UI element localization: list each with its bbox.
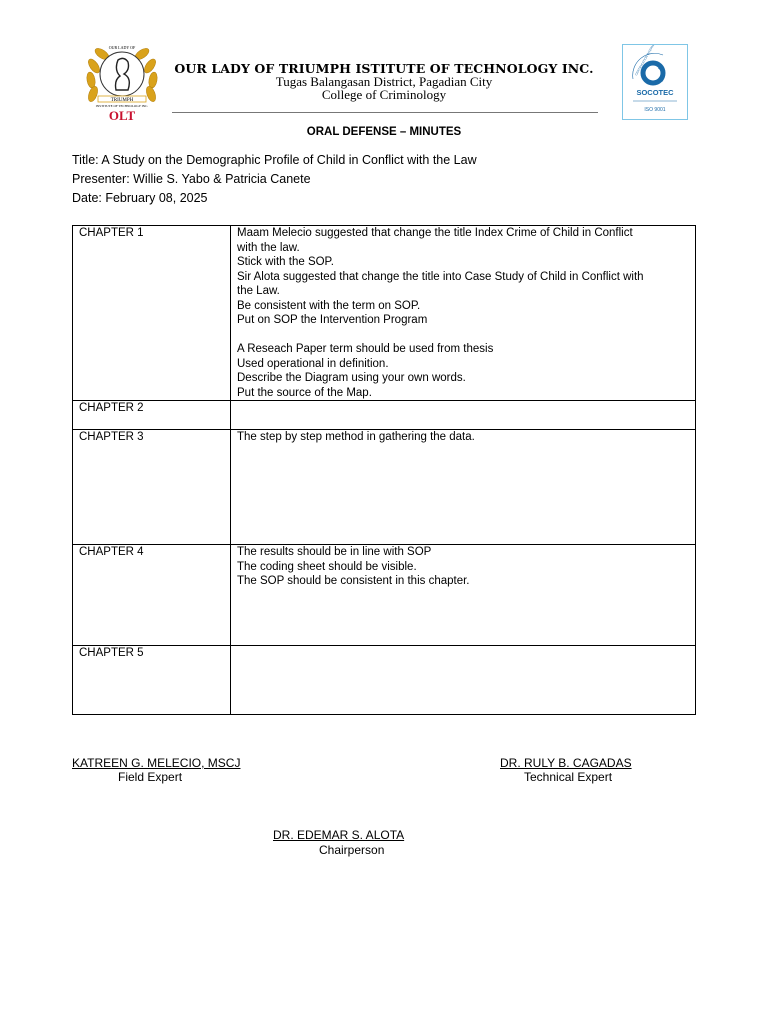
comment-line: The results should be in line with SOP — [237, 546, 432, 558]
study-title: Title: A Study on the Demographic Profile of Child in Conflict with the Law — [72, 153, 477, 167]
chapter-comments — [231, 545, 696, 646]
minutes-table — [72, 225, 696, 715]
technical-expert-name: DR. RULY B. CAGADAS — [500, 756, 632, 770]
institution-name: OUR LADY OF TRIUMPH ISTITUTE OF TECHNOLOGY INC. — [174, 61, 594, 76]
comment-line: Maam Melecio suggested that change the title Index Crime of Child in Conflict — [237, 227, 633, 239]
table-row — [73, 401, 696, 430]
socotec-arc-text: CERTIFICATION INTERNATIONAL — [634, 45, 662, 77]
table-row — [73, 226, 696, 401]
document-title: ORAL DEFENSE – MINUTES — [306, 126, 462, 138]
chapter-label: CHAPTER 1 — [73, 226, 231, 401]
socotec-logo — [622, 44, 688, 120]
table-row — [73, 646, 696, 715]
socotec-standard: ISO 9001 — [644, 107, 666, 113]
comment-line: A Reseach Paper term should be used from thesis — [237, 343, 494, 355]
comment-line: Used operational in definition. — [237, 357, 389, 370]
comment-spacer — [237, 328, 689, 343]
comment-line: The step by step method in gathering the data. — [237, 431, 475, 443]
institution-address: Tugas Balangasan District, Pagadian City — [275, 74, 493, 89]
college-name: College of Criminology — [321, 87, 447, 102]
chapter-label: CHAPTER 5 — [73, 646, 231, 715]
presenter: Presenter: Willie S. Yabo & Patricia Canete — [72, 172, 311, 186]
chairperson-name: DR. EDEMAR S. ALOTA — [273, 828, 405, 842]
chapter-label: CHAPTER 2 — [73, 401, 231, 430]
chairperson-role: Chairperson — [319, 843, 385, 857]
logo-left-ribbon-text: TRIUMPH — [110, 98, 134, 103]
chapter-label: CHAPTER 3 — [73, 430, 231, 545]
socotec-name: SOCOTEC — [636, 88, 674, 97]
table-row — [73, 430, 696, 545]
logo-left-top-text: OUR LADY OF — [108, 45, 136, 50]
comment-line: The coding sheet should be visible. — [237, 560, 417, 573]
comment-line: Describe the Diagram using your own words. — [237, 372, 466, 384]
header-divider — [172, 112, 598, 113]
comment-line: Put on SOP the Intervention Program — [237, 314, 428, 326]
comment-line: with the law. — [237, 241, 300, 254]
field-expert-name: KATREEN G. MELECIO, MSCJ — [72, 756, 241, 770]
table-row — [73, 545, 696, 646]
chapter-comments — [231, 226, 696, 401]
chapter-comments — [231, 646, 696, 715]
comment-line: Stick with the SOP. — [237, 256, 334, 268]
comment-line: Be consistent with the term on SOP. — [237, 299, 421, 312]
comment-line: The SOP should be consistent in this chapter. — [237, 575, 470, 587]
comment-line: Sir Alota suggested that change the title into Case Study of Child in Conflict with — [237, 270, 644, 283]
logo-left-ribbon-subtext: INSTITUTE OF TECHNOLOGY INC. — [95, 104, 149, 108]
logo-left-acronym: OLT — [108, 108, 136, 122]
defense-date: Date: February 08, 2025 — [72, 191, 208, 205]
technical-expert-role: Technical Expert — [524, 770, 613, 784]
field-expert-role: Field Expert — [118, 770, 183, 784]
chapter-label: CHAPTER 4 — [73, 545, 231, 646]
chapter-comments — [231, 401, 696, 430]
comment-line: Put the source of the Map. — [237, 386, 372, 399]
comment-line: the Law. — [237, 285, 280, 297]
chapter-comments — [231, 430, 696, 545]
